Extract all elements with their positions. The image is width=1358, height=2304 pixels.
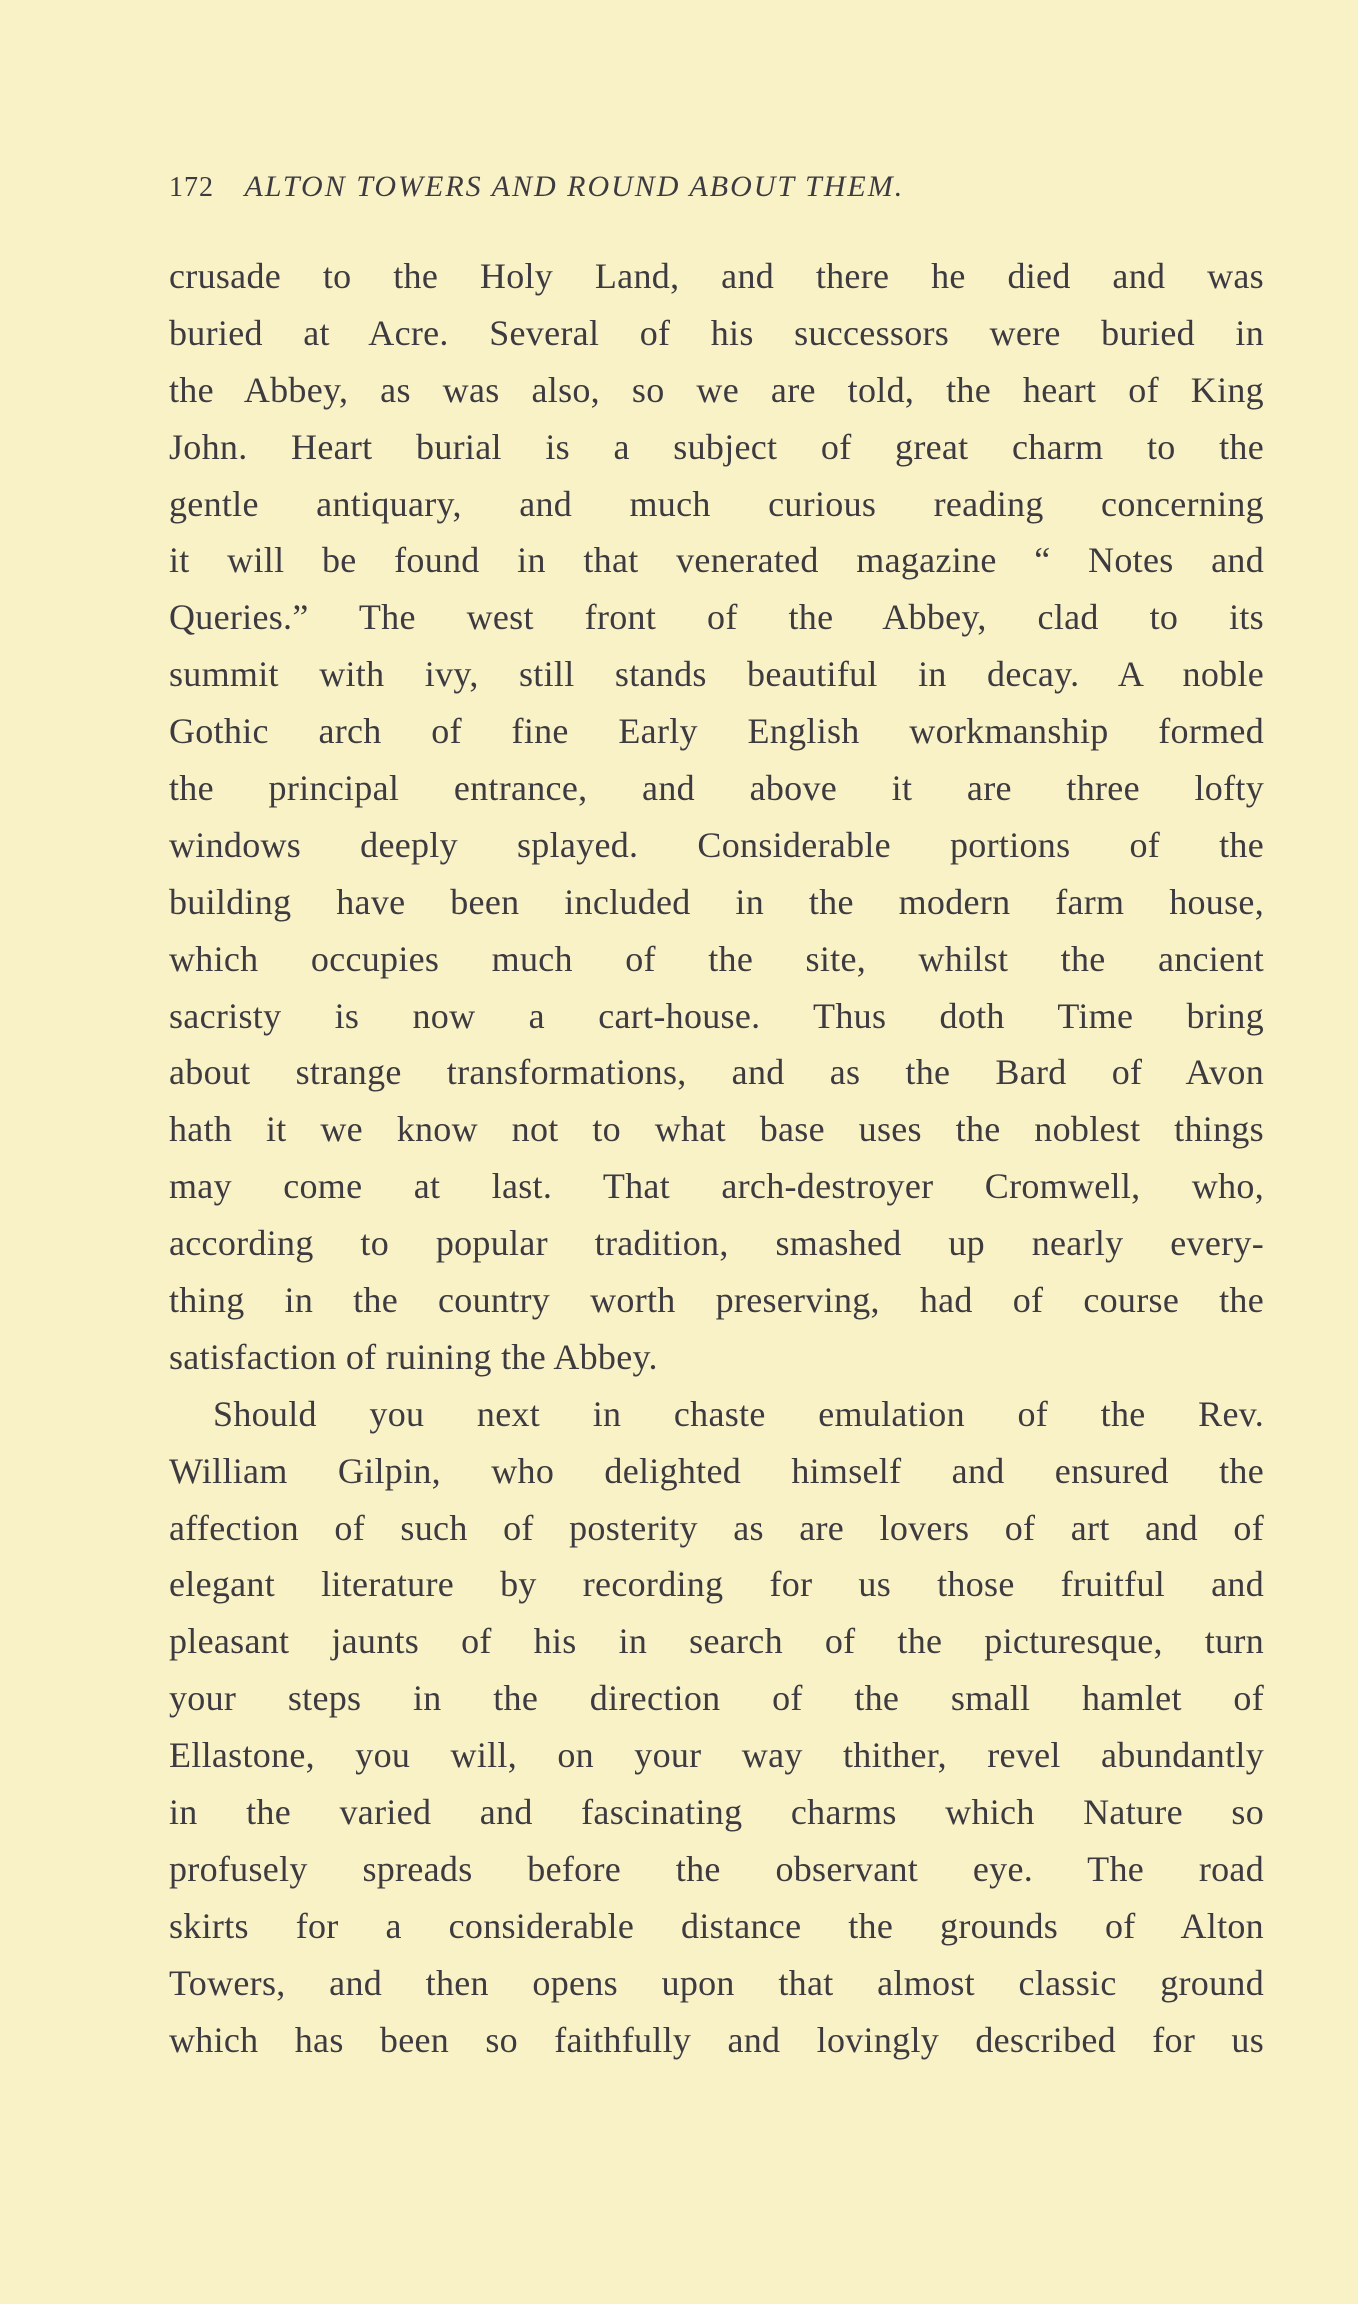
- text-line: windows deeply splayed. Considerable portions of the: [169, 824, 1264, 865]
- text-line: the Abbey, as was also, so we are told, the heart of King: [169, 369, 1264, 410]
- text-line: pleasant jaunts of his in search of the picturesque, turn: [169, 1621, 1264, 1662]
- text-line: satisfaction of ruining the Abbey.: [169, 1336, 658, 1377]
- text-line: gentle antiquary, and much curious reading concerning: [169, 483, 1264, 524]
- text-line: William Gilpin, who delighted himself and ensured the: [169, 1450, 1264, 1491]
- text-line: Towers, and then opens upon that almost classic ground: [169, 1962, 1264, 2003]
- text-line: sacristy is now a cart-house. Thus doth Time bring: [169, 995, 1264, 1036]
- text-line: elegant literature by recording for us those fruitful and: [169, 1564, 1264, 1605]
- text-line: buried at Acre. Several of his successors were buried in: [169, 312, 1264, 353]
- text-line: in the varied and fascinating charms which Nature so: [169, 1792, 1264, 1833]
- text-line: which occupies much of the site, whilst the ancient: [169, 938, 1264, 979]
- running-title: ALTON TOWERS AND ROUND ABOUT THEM.: [244, 170, 905, 203]
- text-line: which has been so faithfully and lovingly described for us: [169, 2019, 1264, 2060]
- text-line: the principal entrance, and above it are three lofty: [169, 768, 1264, 809]
- text-line: may come at last. That arch-destroyer Cromwell, who,: [169, 1166, 1264, 1207]
- running-header: [169, 170, 1269, 204]
- text-line: according to popular tradition, smashed up nearly every-: [169, 1223, 1264, 1264]
- page-number: 172: [169, 172, 214, 203]
- text-line: about strange transformations, and as the Bard of Avon: [169, 1052, 1264, 1093]
- text-line: Gothic arch of fine Early English workmanship formed: [169, 711, 1264, 752]
- text-line: affection of such of posterity as are lovers of art and of: [169, 1507, 1264, 1548]
- text-line: it will be found in that venerated magazine “ Notes and: [169, 540, 1264, 581]
- text-line: Queries.” The west front of the Abbey, clad to its: [169, 597, 1264, 638]
- text-line: crusade to the Holy Land, and there he died and was: [169, 256, 1264, 296]
- text-line: your steps in the direction of the small hamlet of: [169, 1678, 1264, 1719]
- text-line: profusely spreads before the observant eye. The road: [169, 1848, 1264, 1889]
- text-line: John. Heart burial is a subject of great charm to the: [169, 426, 1264, 467]
- text-line: skirts for a considerable distance the grounds of Alton: [169, 1905, 1264, 1946]
- text-line: Ellastone, you will, on your way thither, revel abundantly: [169, 1735, 1264, 1776]
- text-line: thing in the country worth preserving, had of course the: [169, 1280, 1264, 1321]
- text-line: building have been included in the modern farm house,: [169, 881, 1264, 922]
- page-body: [169, 248, 1264, 2069]
- text-line: summit with ivy, still stands beautiful in decay. A noble: [169, 654, 1264, 695]
- text-line: Should you next in chaste emulation of the Rev.: [213, 1393, 1264, 1434]
- text-line: hath it we know not to what base uses the noblest things: [169, 1109, 1264, 1150]
